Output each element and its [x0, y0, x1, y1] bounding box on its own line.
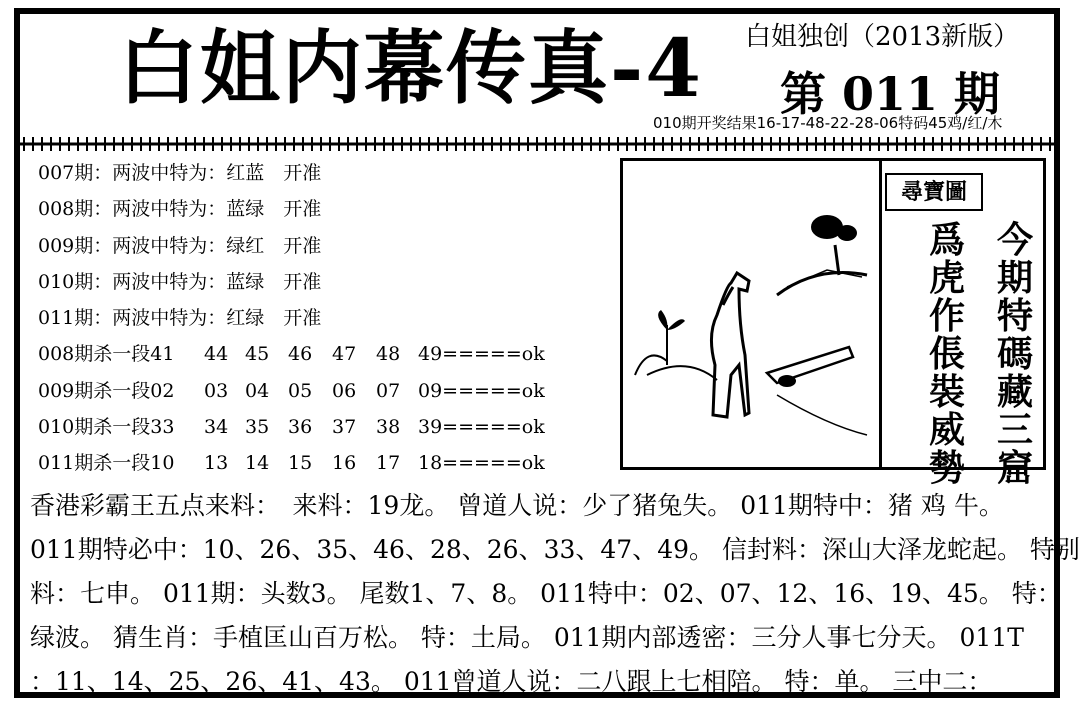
kill-num: 05	[288, 379, 313, 402]
page-title: 白姐内幕传真-4	[118, 21, 703, 115]
prediction-text	[30, 484, 1080, 704]
text-line: ：11、14、25、26、41、43。 011曾道人说：二八跟上七相陪。 特：单。 三中二：	[30, 667, 993, 696]
kill-row	[38, 448, 545, 484]
horse-illustration	[627, 165, 877, 465]
text-line: 料：七申。 011期：头数3。 尾数1、7、8。 011特中：02、07、12、16、19、45。 特：	[30, 579, 1062, 608]
kill-num: 04	[245, 379, 270, 402]
kill-num: 13	[204, 452, 229, 475]
riddle-column-1	[993, 221, 1037, 487]
record-row: 007期：两波中特为：红蓝 开准	[38, 162, 322, 184]
records-list	[38, 158, 545, 485]
text-line: 绿波。 猜生肖：手植匡山百万松。 特：土局。 011期内部透密：三分人事七分天。 011T	[30, 623, 1024, 652]
kill-num: 07	[376, 379, 401, 402]
kill-num: 49=====ok	[418, 343, 545, 366]
riddle-column-2	[925, 221, 969, 487]
kill-row	[38, 339, 545, 375]
kill-num: 45	[245, 343, 270, 366]
edition-label: 白姐独创（2013新版）	[745, 22, 1020, 52]
record-row: 008期：两波中特为：蓝绿 开准	[38, 198, 322, 221]
kill-num: 03	[204, 379, 229, 402]
kill-num: 16	[332, 452, 357, 475]
treasure-map-panel	[620, 158, 1046, 489]
record-row: 009期：两波中特为：绿红 开准	[38, 234, 322, 257]
kill-num: 46	[288, 343, 313, 366]
kill-num: 48	[376, 343, 401, 366]
kill-num: 34	[204, 416, 229, 439]
panel-separator	[879, 161, 882, 467]
kill-num: 14	[245, 452, 270, 475]
text-line: 011期特必中：10、26、35、46、28、26、33、47、49。 信封料：深山大泽龙蛇起。 特别	[30, 535, 1080, 564]
kill-label: 009期杀一段02	[38, 379, 175, 402]
kill-num: 39=====ok	[418, 416, 545, 439]
kill-num: 47	[332, 343, 357, 366]
treasure-map-title: 尋寶圖	[885, 173, 983, 211]
text-line: 香港彩霸王五点来料： 来料：19龙。 曾道人说：少了猪兔失。 011期特中：猪 鸡 牛。	[30, 491, 1004, 520]
kill-num: 44	[204, 343, 229, 366]
kill-num: 17	[376, 452, 401, 475]
record-row: 010期：两波中特为：蓝绿 开准	[38, 270, 322, 293]
record-row: 011期：两波中特为：红绿 开准	[38, 307, 322, 330]
kill-row	[38, 412, 545, 448]
kill-num: 15	[288, 452, 313, 475]
kill-label: 010期杀一段33	[38, 416, 175, 439]
issue-number: 第 011 期	[780, 67, 1001, 121]
last-result: 010期开奖结果16-17-48-22-28-06特码45鸡/红/木	[653, 114, 1003, 132]
kill-row	[38, 376, 545, 412]
kill-num: 06	[332, 379, 357, 402]
kill-num: 36	[288, 416, 313, 439]
kill-num: 18=====ok	[418, 452, 545, 475]
kill-num: 37	[332, 416, 357, 439]
kill-num: 35	[245, 416, 270, 439]
riddle-line-1: 今 期 特 碼 藏 三 窟	[996, 219, 1033, 489]
kill-num: 09=====ok	[418, 379, 545, 402]
kill-num: 38	[376, 416, 401, 439]
barbed-divider	[20, 136, 1054, 152]
kill-label: 008期杀一段41	[38, 343, 175, 366]
kill-label: 011期杀一段10	[38, 452, 175, 475]
riddle-line-2: 爲 虎 作 倀 裝 威 勢	[928, 219, 965, 489]
